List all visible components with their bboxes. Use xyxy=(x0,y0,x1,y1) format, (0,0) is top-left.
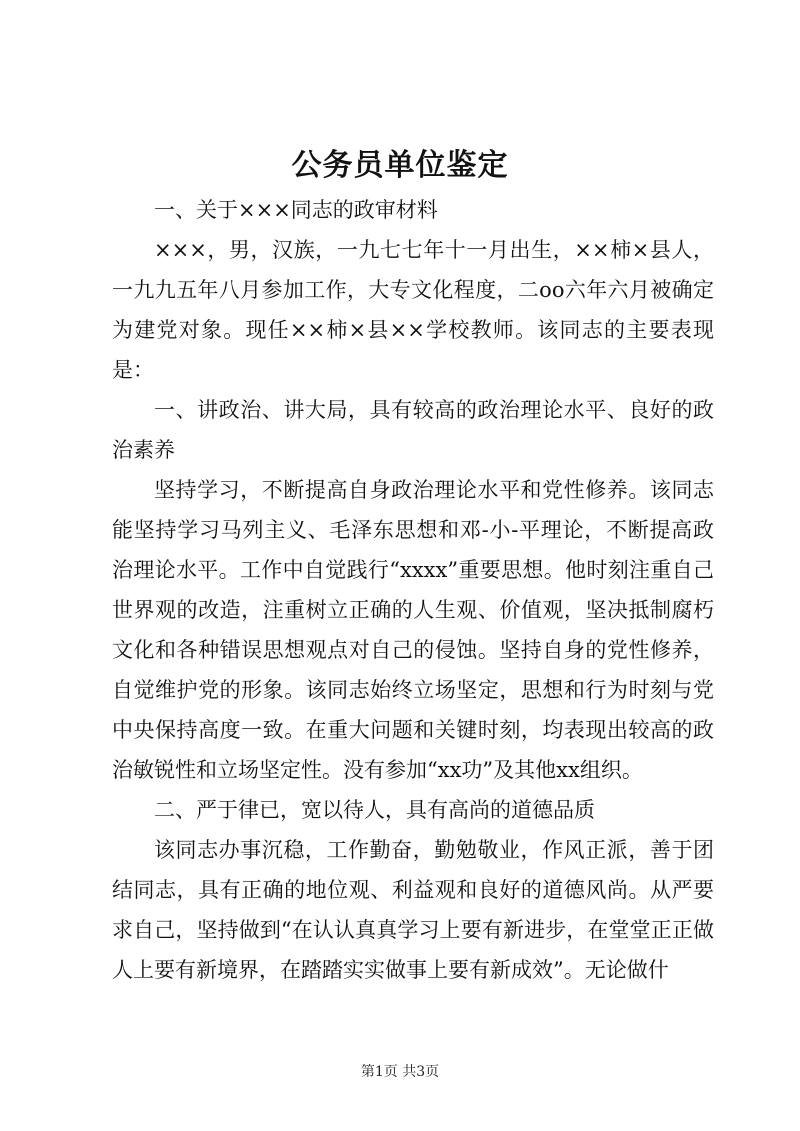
document-body xyxy=(112,190,714,990)
page-number-footer: 第1页 共3页 xyxy=(360,1064,440,1080)
paragraph-heading-politics: 一、讲政治、讲大局，具有较高的政治理论水平、良好的政治素养 xyxy=(112,398,714,462)
paragraph-politics-detail: 坚持学习，不断提高自身政治理论水平和党性修养。该同志能坚持学习马列主义、毛泽东思想和邓-小-平理论，不断提高政治理论水平。工作中自觉践行“xxxx”重要思想。他时刻注重自己世界观的改造，注重树立正确的人生观、价值观，坚决抵制腐朽文化和各种错误思想观点对自己的侵蚀。坚持自身的党性修养，自觉维护党的形象。该同志始终立场坚定，思想和行为时刻与党中央保持高度一致。在重大问题和关键时刻，均表现出较高的政治敏锐性和立场坚定性。没有参加“xx功”及其他xx组织。 xyxy=(112,478,714,782)
document-title: 公务员单位鉴定 xyxy=(291,148,509,183)
paragraph-heading-ethics: 二、严于律已，宽以待人，具有高尚的道德品质 xyxy=(154,798,595,822)
paragraph-personal-info: ×××，男，汉族，一九七七年十一月出生，××柿×县人，一九九五年八月参加工作，大专文化程度，二oo六年六月被确定为建党对象。现任××柿×县××学校教师。该同志的主要表现是： xyxy=(112,238,714,382)
paragraph-section-heading: 一、关于×××同志的政审材料 xyxy=(154,198,438,222)
paragraph-ethics-detail: 该同志办事沉稳，工作勤奋，勤勉敬业，作风正派，善于团结同志，具有正确的地位观、利益观和良好的道德风尚。从严要求自己，坚持做到“在认认真真学习上要有新进步，在堂堂正正做人上要有新境界，在踏踏实实做事上要有新成效”。无论做什 xyxy=(112,838,714,982)
